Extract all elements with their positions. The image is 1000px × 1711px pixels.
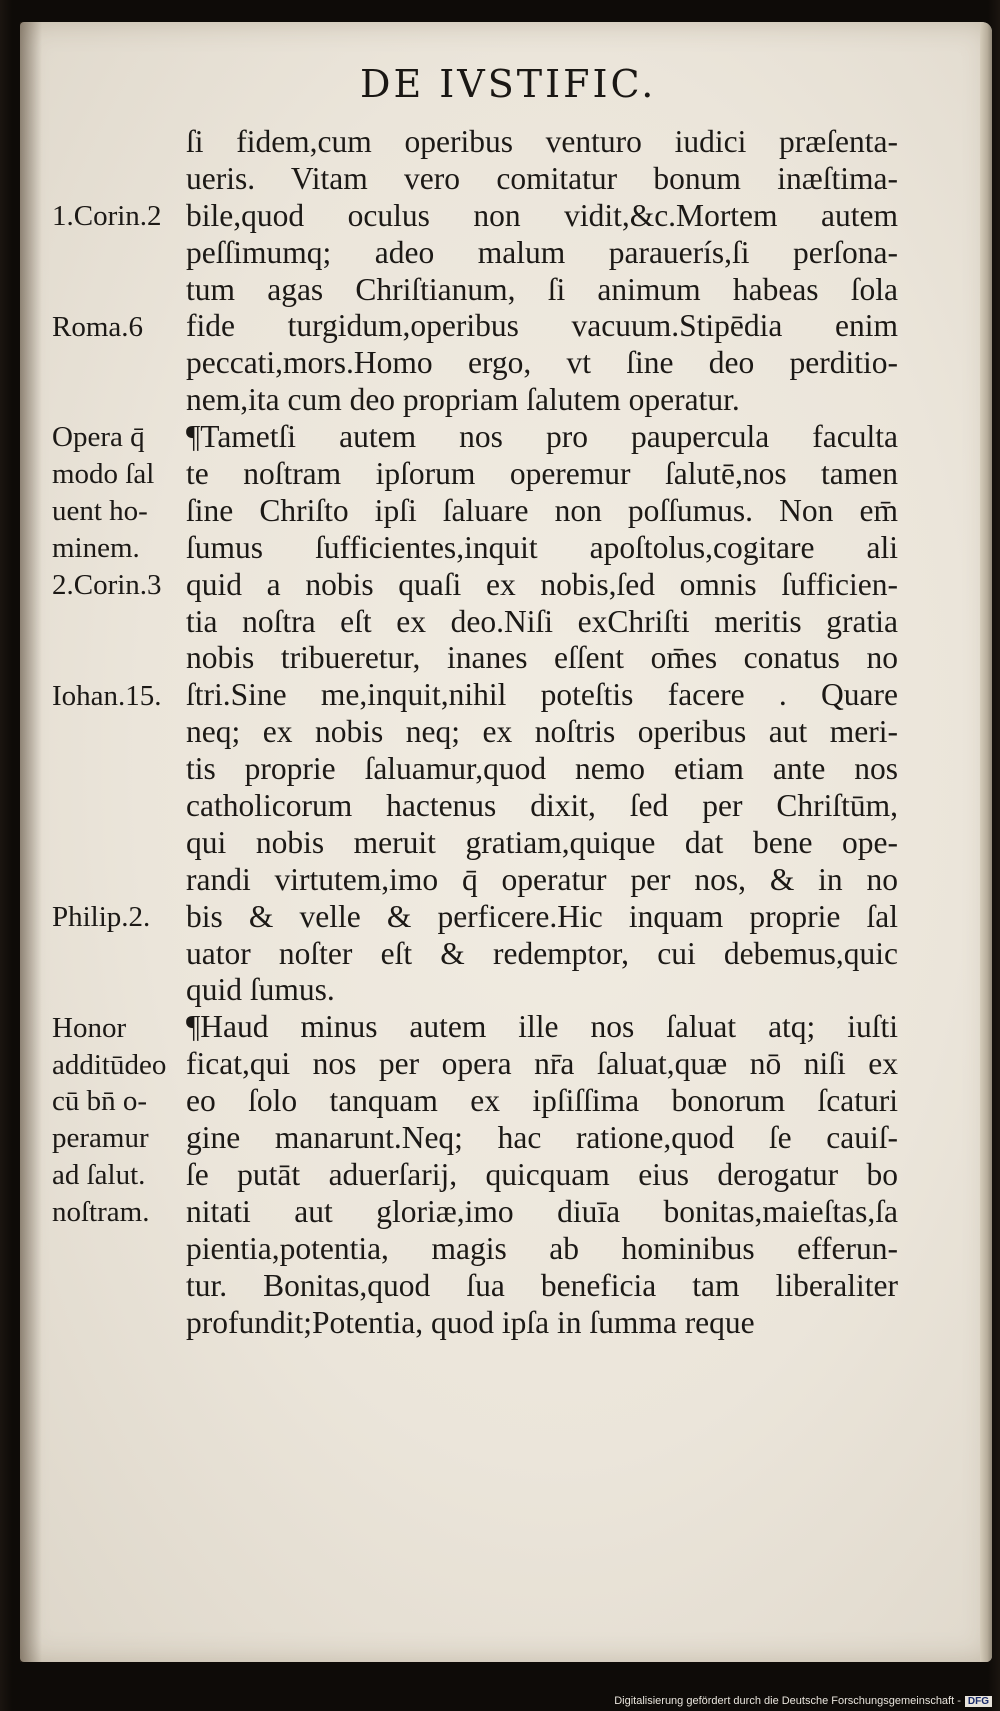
text-line: peccati,mors.Homo ergo, vt ſine deo perditio- — [186, 345, 898, 381]
page-fore-edge — [980, 22, 992, 1662]
text-line: ſumus ſufficientes,inquit apoſtolus,cogitare ali — [186, 529, 898, 565]
margin-note-line: peramur — [52, 1122, 149, 1155]
margin-note-line: Iohan.15. — [52, 679, 162, 712]
margin-note-line: uent ho- — [52, 495, 148, 527]
text-line: ¶Tametſi autem nos pro paupercula faculta — [186, 419, 898, 455]
text-line: bile,quod oculus non vidit,&c.Mortem autem — [186, 197, 898, 233]
margin-note-line: Philip.2. — [52, 900, 151, 933]
text-line: quid ſumus. — [186, 972, 335, 1008]
margin-note-line: Opera q̄ — [52, 421, 145, 454]
text-line: catholicorum hactenus dixit, ſed per Chriſtūm, — [186, 788, 898, 824]
margin-note — [52, 678, 162, 715]
text-line: pientia,potentia, magis ab hominibus efferun- — [186, 1230, 898, 1266]
text-line: qui nobis meruit gratiam,quique dat bene ope- — [186, 824, 898, 860]
text-line: ueris. Vitam vero comitatur bonum inæſtima- — [186, 160, 898, 196]
margin-note-line: ad ſalut. — [52, 1159, 146, 1192]
margin-note — [52, 1010, 166, 1231]
text-line: quid a nobis quaſi ex nobis,ſed omnis ſufficien- — [186, 566, 898, 602]
running-head: DE IVSTIFIC. — [360, 62, 657, 106]
margin-note-line: minem. — [52, 531, 140, 564]
text-line: ficat,qui nos per opera nr̄a ſaluat,quæ nō niſi ex — [186, 1046, 898, 1082]
text-line: bis & velle & perficere.Hic inquam proprie ſal — [186, 898, 898, 934]
margin-note — [52, 198, 162, 235]
text-line: ſe putāt aduerſarij, quicquam eius derogatur bo — [186, 1156, 898, 1192]
margin-note-line: Honor — [52, 1011, 127, 1044]
body-text — [186, 124, 898, 1341]
margin-note-line: 2.Corin.3 — [52, 568, 162, 601]
text-line: tur. Bonitas,quod ſua beneficia tam liberaliter — [186, 1267, 898, 1303]
margin-note-line: cū bn̄ o- — [52, 1085, 148, 1118]
text-line: ſine Chriſto ipſi ſaluare non poſſumus. Non em̄ — [186, 492, 898, 528]
margin-note-line: noſtram. — [52, 1196, 150, 1229]
text-line: randi virtutem,imo q̄ operatur per nos, & in no — [186, 861, 898, 897]
margin-note — [52, 309, 143, 346]
margin-note — [52, 567, 162, 604]
margin-note-line: additūdeo — [52, 1048, 167, 1081]
text-line: tis proprie ſaluamur,quod nemo etiam ante nos — [186, 751, 898, 787]
gutter-shadow — [20, 22, 42, 1662]
text-line: te noſtram ipſorum operemur ſalutē,nos tamen — [186, 456, 898, 492]
text-line: fide turgidum,operibus vacuum.Stipēdia enim — [186, 308, 898, 344]
text-line: neq; ex nobis neq; ex noſtris operibus aut meri- — [186, 714, 898, 750]
text-line: tia noſtra eſt ex deo.Niſi exChriſti meritis gratia — [186, 603, 898, 639]
dfg-logo: DFG — [965, 1696, 992, 1707]
text-line: peſſimumq; adeo malum parauerís,ſi perſona- — [186, 234, 898, 270]
text-line: tum agas Chriſtianum, ſi animum habeas ſola — [186, 271, 898, 307]
text-line: profundit;Potentia, quod ipſa in ſumma reque — [186, 1304, 755, 1340]
margin-note — [52, 419, 154, 567]
text-line: ſtri.Sine me,inquit,nihil poteſtis facere . Quare — [186, 677, 898, 713]
text-line: ¶Haud minus autem ille nos ſaluat atq; iuſti — [186, 1009, 898, 1045]
margin-note-line: Roma.6 — [52, 310, 144, 343]
margin-note-line: modo ſal — [52, 458, 155, 491]
text-line: nitati aut gloriæ,imo diuīa bonitas,maieſtas,ſa — [186, 1193, 898, 1229]
margin-note-line: 1.Corin.2 — [52, 199, 162, 232]
text-line: ſi fidem,cum operibus venturo iudici præſenta- — [186, 124, 898, 159]
margin-note — [52, 899, 150, 936]
credit-text: Digitalisierung gefördert durch die Deutsche Forschungsgemeinschaft - — [614, 1695, 961, 1707]
text-line: nem,ita cum deo propriam ſalutem operatur. — [186, 382, 740, 418]
text-line: nobis tribueretur, inanes eſſent om̄es conatus no — [186, 640, 898, 676]
text-line: uator noſter eſt & redemptor, cui debemus,quic — [186, 935, 898, 971]
text-line: gine manarunt.Neq; hac ratione,quod ſe cauiſ- — [186, 1120, 898, 1156]
text-line: eo ſolo tanquam ex ipſiſſima bonorum ſcaturi — [186, 1083, 898, 1119]
digitization-credit — [614, 1695, 992, 1707]
